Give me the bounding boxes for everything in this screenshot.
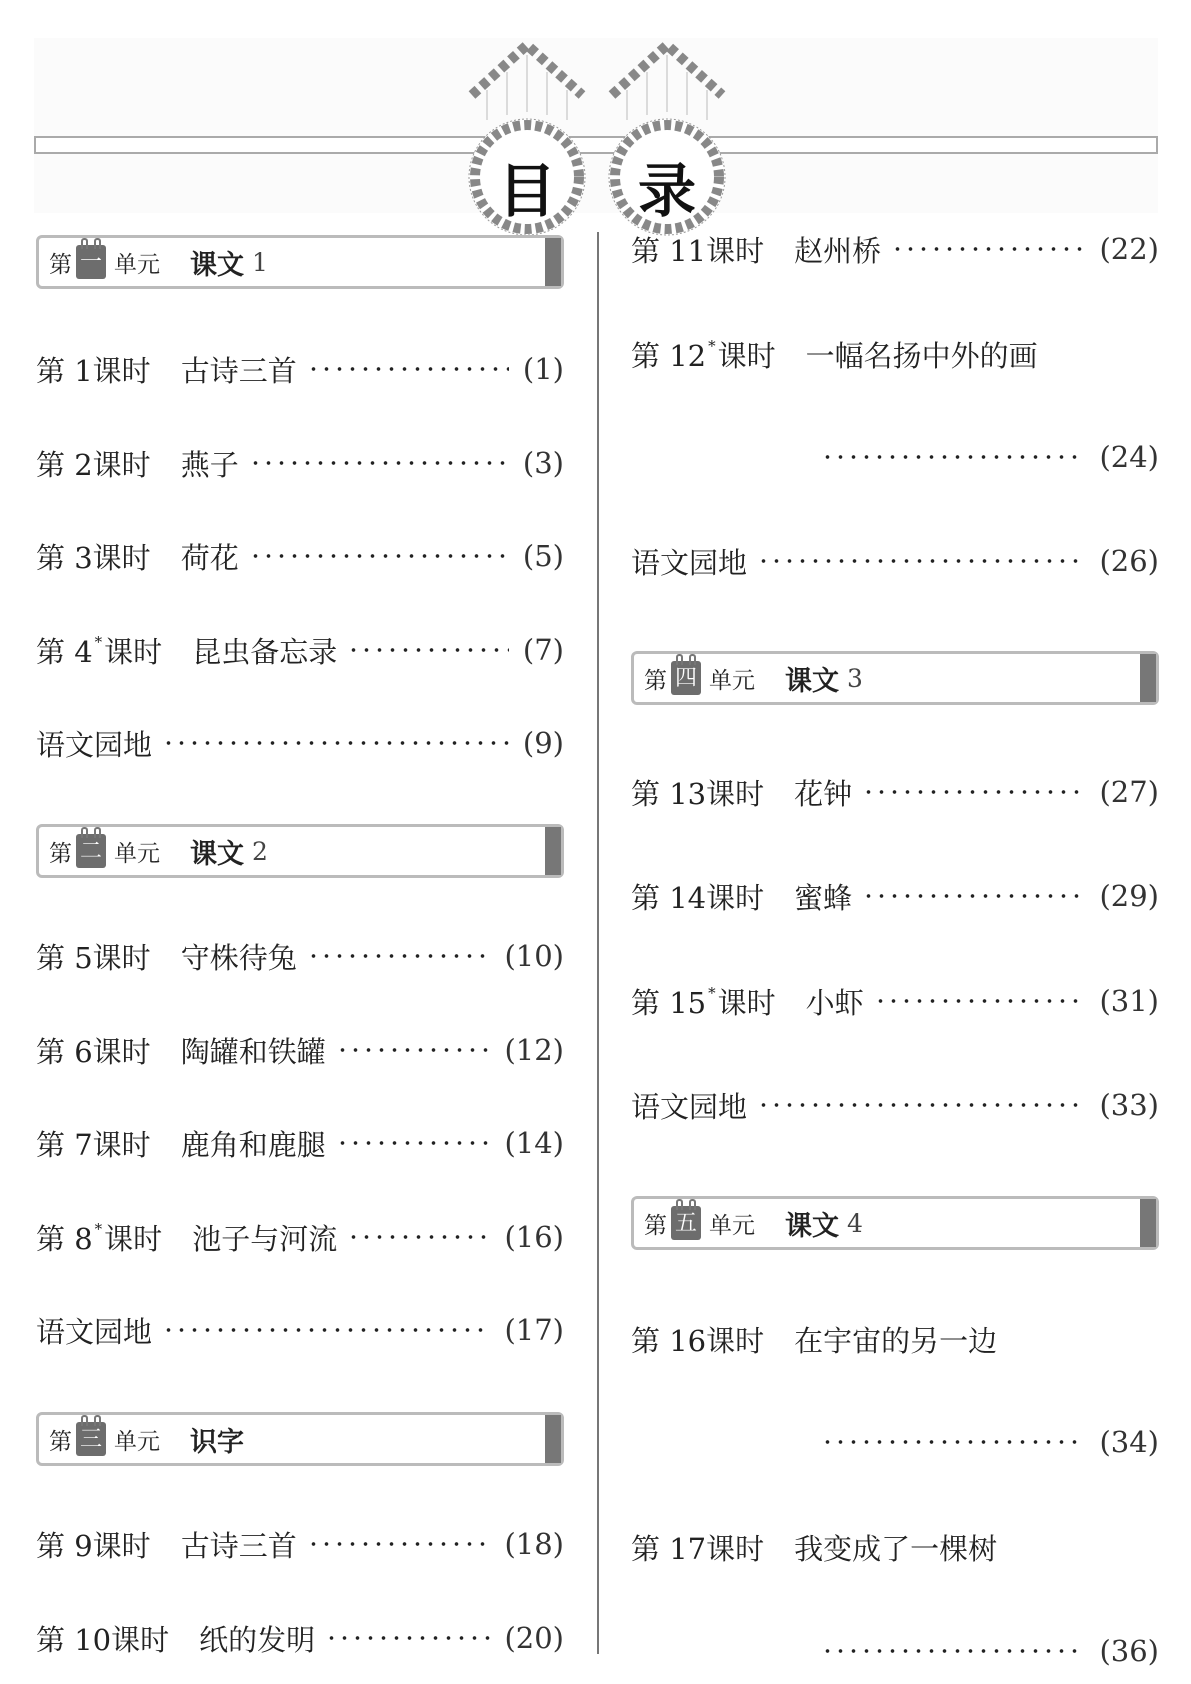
- lesson-title: 赵州桥: [794, 233, 882, 268]
- dot-leader: [307, 367, 509, 371]
- lesson-number: 第 3: [36, 540, 93, 575]
- toc-entry[interactable]: [631, 981, 1159, 1021]
- toc-entry[interactable]: [631, 229, 1159, 269]
- dot-leader: [307, 1542, 491, 1546]
- unit-header: [631, 1196, 1159, 1250]
- page-number: (14): [504, 1126, 564, 1160]
- lesson-number: 第 1: [36, 353, 93, 388]
- page-number: (27): [1099, 775, 1159, 809]
- optional-star: *: [94, 633, 103, 651]
- lesson-unit: 课时: [717, 985, 776, 1020]
- page-number: (34): [1099, 1425, 1159, 1459]
- toc-entry[interactable]: [36, 443, 564, 483]
- toc-entry[interactable]: [631, 334, 1159, 374]
- toc-entry[interactable]: [36, 1030, 564, 1070]
- unit-prefix: 第: [49, 1428, 72, 1455]
- toc-entry[interactable]: [631, 1319, 1159, 1359]
- dot-leader: [336, 1141, 491, 1145]
- page-number: (1): [522, 352, 564, 386]
- title-char: 录: [637, 157, 696, 225]
- unit-suffix: 单元: [114, 251, 160, 278]
- lesson-title: 一幅名扬中外的画: [805, 338, 1038, 373]
- dot-leader: [757, 1103, 1085, 1107]
- toc-entry[interactable]: [36, 1217, 564, 1257]
- unit-suffix: 单元: [114, 840, 160, 867]
- unit-title: 课文: [785, 1210, 839, 1242]
- page-number: (9): [522, 726, 564, 760]
- page-number: (36): [1099, 1634, 1159, 1668]
- unit-title-number: 3: [847, 663, 863, 693]
- lesson-unit: 课时: [104, 634, 163, 669]
- lesson-unit: 课时: [92, 447, 151, 482]
- lesson-unit: 课时: [92, 1034, 151, 1069]
- page-number: (33): [1099, 1088, 1159, 1122]
- unit-side-bar: [1140, 1199, 1156, 1247]
- page-number: (22): [1099, 232, 1159, 266]
- lesson-title: 燕子: [180, 447, 239, 482]
- lesson-unit: 课时: [706, 1531, 765, 1566]
- lesson-number: 第 14: [631, 880, 707, 915]
- page-number: (3): [522, 446, 564, 480]
- page-number: (12): [504, 1033, 564, 1067]
- toc-entry[interactable]: [36, 936, 564, 976]
- title-seal-lu: [602, 40, 732, 240]
- toc-entry[interactable]: [631, 1085, 1159, 1125]
- lesson-title: 陶罐和铁罐: [180, 1034, 326, 1069]
- optional-star: *: [94, 1220, 103, 1238]
- lesson-unit: 课时: [111, 1622, 170, 1657]
- lesson-number: 第 7: [36, 1127, 93, 1162]
- lesson-unit: 课时: [706, 1323, 765, 1358]
- lesson-title: 守株待兔: [180, 940, 297, 975]
- lesson-number: 第 15: [631, 985, 707, 1020]
- lesson-number: 第 6: [36, 1034, 93, 1069]
- unit-title-number: 4: [847, 1208, 863, 1238]
- lesson-title: 池子与河流: [192, 1221, 338, 1256]
- lesson-unit: 课时: [92, 1127, 151, 1162]
- dot-leader: [162, 1328, 490, 1332]
- dot-leader: [757, 559, 1085, 563]
- unit-title-number: 1: [252, 247, 268, 277]
- page-number: (10): [504, 939, 564, 973]
- unit-number-badge: 四: [671, 661, 701, 695]
- lesson-title: 语文园地: [631, 545, 748, 580]
- optional-star: *: [708, 337, 716, 355]
- page-number: (20): [504, 1621, 564, 1655]
- lesson-title: 古诗三首: [180, 353, 297, 388]
- toc-entry[interactable]: [36, 1310, 564, 1350]
- dot-leader: [307, 954, 491, 958]
- dot-leader: [162, 741, 509, 745]
- lesson-title: 昆虫备忘录: [192, 634, 338, 669]
- lesson-unit: 课时: [92, 540, 151, 575]
- unit-number-badge: 一: [76, 245, 106, 279]
- unit-side-bar: [1140, 654, 1156, 702]
- dot-leader: [891, 247, 1085, 251]
- lesson-unit: 课时: [92, 940, 151, 975]
- lesson-number: 第 2: [36, 447, 93, 482]
- toc-entry[interactable]: [36, 349, 564, 389]
- title-seal-mu: [462, 40, 592, 240]
- lesson-title: 鹿角和鹿腿: [180, 1127, 326, 1162]
- unit-suffix: 单元: [709, 1212, 755, 1239]
- page-number: (31): [1099, 984, 1159, 1018]
- lesson-unit: 课时: [717, 338, 776, 373]
- unit-side-bar: [545, 1415, 561, 1463]
- lesson-number: 第 8: [36, 1221, 93, 1256]
- unit-header: [36, 235, 564, 289]
- dot-leader: [874, 999, 1086, 1003]
- unit-title: 课文: [190, 249, 244, 281]
- dot-leader: [821, 1440, 1085, 1444]
- toc-entry[interactable]: [631, 876, 1159, 916]
- toc-entry[interactable]: [36, 536, 564, 576]
- unit-header: [36, 1412, 564, 1466]
- lesson-title: 古诗三首: [180, 1528, 297, 1563]
- toc-entry[interactable]: [36, 1123, 564, 1163]
- unit-header: [36, 824, 564, 878]
- toc-entry-continuation[interactable]: [811, 437, 1159, 477]
- lesson-unit: 课时: [706, 233, 765, 268]
- dot-leader: [325, 1636, 490, 1640]
- lesson-number: 第 4: [36, 634, 93, 669]
- lesson-title: 纸的发明: [199, 1622, 316, 1657]
- optional-star: *: [708, 984, 716, 1002]
- lesson-unit: 课时: [104, 1221, 163, 1256]
- lesson-unit: 课时: [92, 353, 151, 388]
- dot-leader: [821, 455, 1085, 459]
- unit-title: 识字: [190, 1426, 244, 1458]
- lesson-number: 第 13: [631, 776, 707, 811]
- toc-entry-continuation[interactable]: [811, 1422, 1159, 1462]
- unit-number-badge: 三: [76, 1422, 106, 1456]
- page-number: (17): [504, 1313, 564, 1347]
- unit-prefix: 第: [49, 840, 72, 867]
- unit-number-badge: 五: [671, 1206, 701, 1240]
- lesson-number: 第 16: [631, 1323, 707, 1358]
- page-number: (26): [1099, 544, 1159, 578]
- dot-leader: [862, 894, 1085, 898]
- dot-leader: [821, 1649, 1085, 1653]
- page-number: (16): [504, 1220, 564, 1254]
- lesson-title: 荷花: [180, 540, 239, 575]
- toc-entry[interactable]: [36, 630, 564, 670]
- lesson-title: 在宇宙的另一边: [794, 1323, 998, 1358]
- lesson-title: 语文园地: [631, 1089, 748, 1124]
- page-number: (29): [1099, 879, 1159, 913]
- lesson-title: 语文园地: [36, 1314, 153, 1349]
- lesson-number: 第 5: [36, 940, 93, 975]
- page-number: (5): [522, 539, 564, 573]
- header-band: [34, 38, 1158, 213]
- unit-prefix: 第: [644, 1212, 667, 1239]
- dot-leader: [336, 1048, 491, 1052]
- dot-leader: [249, 554, 509, 558]
- unit-header: [631, 651, 1159, 705]
- page-number: (7): [522, 633, 564, 667]
- page-number: (18): [504, 1527, 564, 1561]
- lesson-title: 语文园地: [36, 727, 153, 762]
- unit-side-bar: [545, 827, 561, 875]
- unit-prefix: 第: [644, 667, 667, 694]
- lesson-number: 第 9: [36, 1528, 93, 1563]
- lesson-unit: 课时: [706, 776, 765, 811]
- lesson-title: 花钟: [794, 776, 853, 811]
- unit-suffix: 单元: [709, 667, 755, 694]
- dot-leader: [862, 790, 1085, 794]
- toc-entry-continuation[interactable]: [811, 1631, 1159, 1671]
- title-char: 目: [497, 157, 556, 225]
- toc-entry[interactable]: [631, 541, 1159, 581]
- lesson-title: 小虾: [805, 985, 864, 1020]
- unit-title: 课文: [785, 665, 839, 697]
- unit-number-badge: 二: [76, 834, 106, 868]
- unit-title: 课文: [190, 838, 244, 870]
- lesson-title: 我变成了一棵树: [794, 1531, 998, 1566]
- lesson-number: 第 12: [631, 338, 707, 373]
- toc-entry[interactable]: [36, 723, 564, 763]
- lesson-number: 第 17: [631, 1531, 707, 1566]
- unit-prefix: 第: [49, 251, 72, 278]
- lesson-number: 第 10: [36, 1622, 112, 1657]
- lesson-number: 第 11: [631, 233, 707, 268]
- column-divider: [597, 232, 599, 1654]
- lesson-unit: 课时: [92, 1528, 151, 1563]
- dot-leader: [347, 1235, 490, 1239]
- dot-leader: [249, 461, 509, 465]
- toc-entry[interactable]: [36, 1618, 564, 1658]
- unit-suffix: 单元: [114, 1428, 160, 1455]
- toc-entry[interactable]: [631, 772, 1159, 812]
- unit-title-number: 2: [252, 836, 268, 866]
- page-number: (24): [1099, 440, 1159, 474]
- unit-side-bar: [545, 238, 561, 286]
- dot-leader: [347, 648, 509, 652]
- toc-entry[interactable]: [631, 1527, 1159, 1567]
- header-rule: [34, 136, 1158, 154]
- lesson-unit: 课时: [706, 880, 765, 915]
- lesson-title: 蜜蜂: [794, 880, 853, 915]
- toc-entry[interactable]: [36, 1524, 564, 1564]
